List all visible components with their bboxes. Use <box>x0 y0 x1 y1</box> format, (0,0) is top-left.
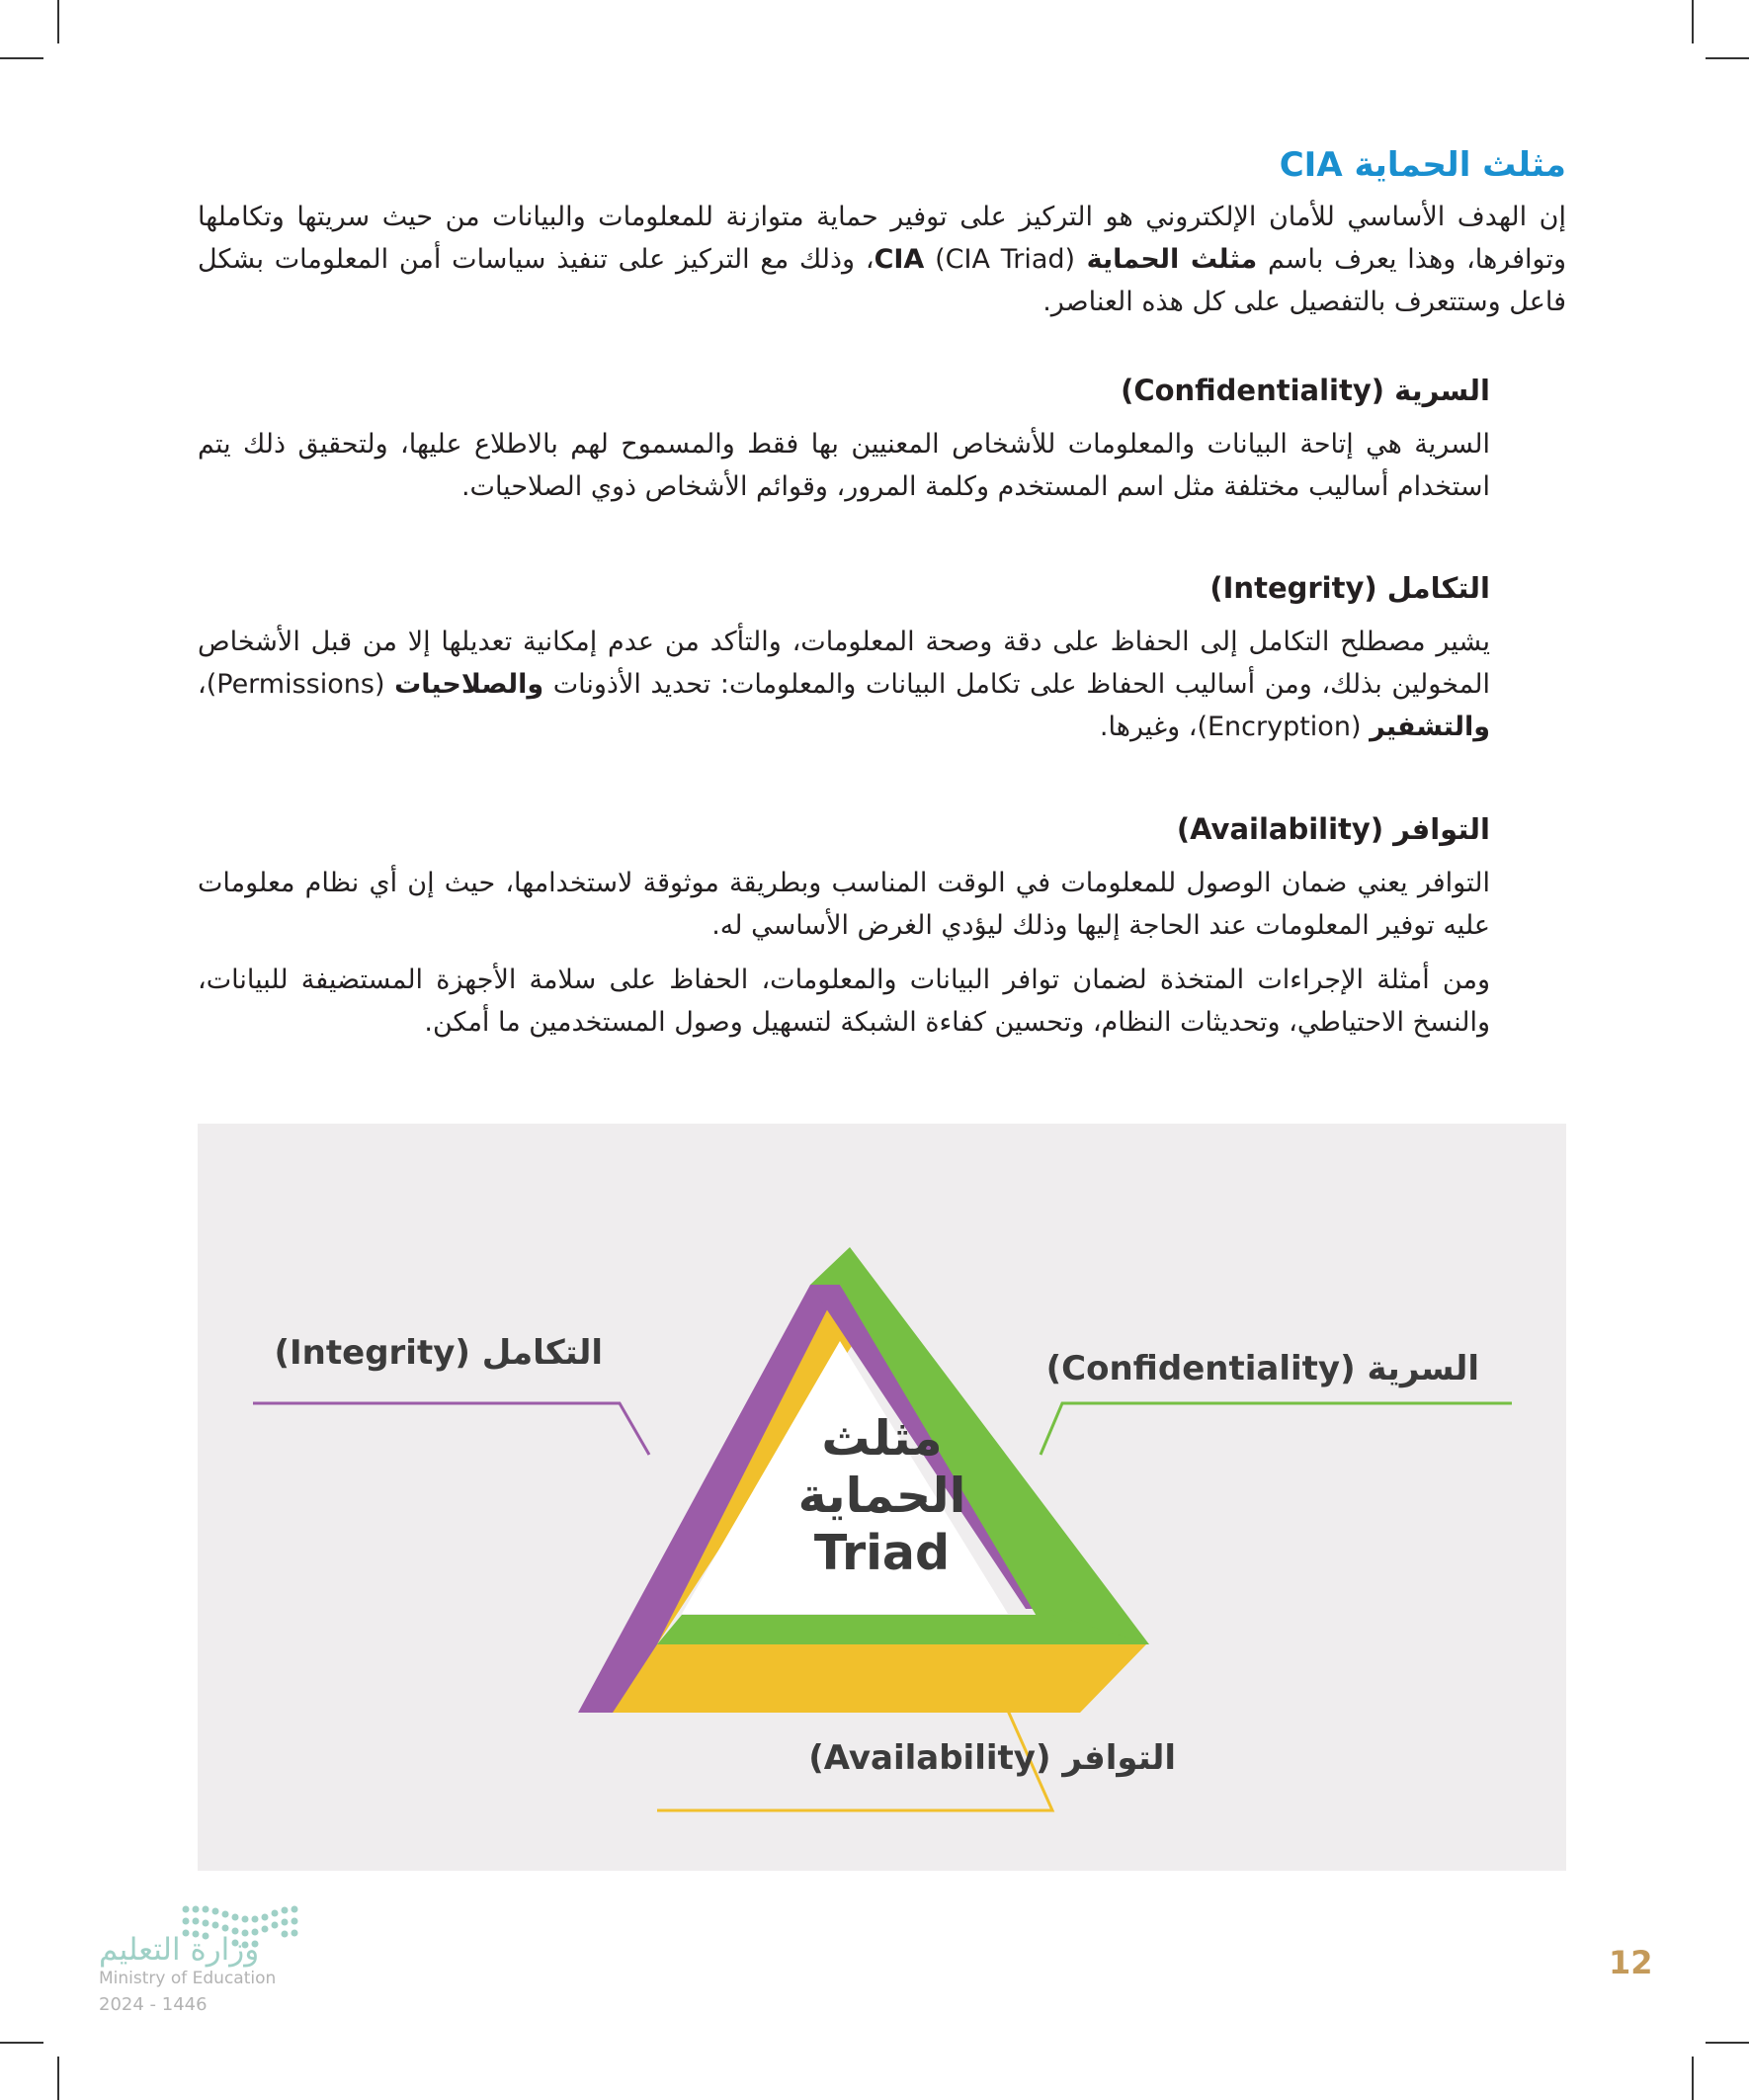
triad-center-label <box>741 1410 1023 1582</box>
center-line-2: الحماية <box>797 1468 966 1524</box>
intro-text-end: (CIA Triad)، وذلك مع التركيز على تنفيذ سياسات أمن المعلومات بشكل فاعل وستتعرف بالتفصيل على كل هذه العناصر. <box>198 244 1566 317</box>
integrity-text-3: (Encryption)، وغيرها. <box>1099 712 1371 742</box>
integrity-section <box>198 621 1490 748</box>
integrity-text-2: (Permissions)، <box>198 669 395 700</box>
crop-mark <box>0 2042 43 2044</box>
page-title: مثلث الحماية CIA <box>1279 145 1566 185</box>
ministry-logo-arabic: وزارة التعليم <box>99 1932 260 1968</box>
crop-mark <box>1692 0 1694 43</box>
confidentiality-section <box>198 423 1490 508</box>
crop-mark <box>57 0 59 43</box>
integrity-label: التكامل (Integrity) <box>274 1333 603 1373</box>
integrity-heading: التكامل (Integrity) <box>1209 571 1490 605</box>
crop-mark <box>1706 57 1749 59</box>
ministry-logo-year: 2024 - 1446 <box>99 1994 208 2015</box>
intro-bold-term: مثلث الحماية CIA <box>874 244 1258 275</box>
crop-mark <box>1706 2042 1749 2044</box>
confidentiality-heading: السرية (Confidentiality) <box>1121 374 1490 407</box>
intro-text: إن الهدف الأساسي للأمان الإلكتروني هو التركيز على توفير حماية متوازنة للمعلومات والبيانات من حيث سريتها وتكاملها وتوافرها، وهذا يعرف باسم <box>198 202 1566 275</box>
integrity-bold-permissions: والصلاحيات <box>394 669 544 700</box>
center-line-3: Triad <box>813 1525 951 1581</box>
cia-triad-diagram <box>198 1124 1566 1871</box>
crop-mark <box>0 57 43 59</box>
availability-body-1: التوافر يعني ضمان الوصول للمعلومات في الوقت المناسب وبطريقة موثوقة لاستخدامها، حيث إن أي نظام معلومات عليه توفير المعلومات عند الحاجة إليها وذلك ليؤدي الغرض الأساسي له. <box>198 868 1490 941</box>
integrity-leader-line <box>253 1403 649 1455</box>
confidentiality-body: السرية هي إتاحة البيانات والمعلومات للأشخاص المعنيين بها فقط والمسموح لهم بالاطلاع عليها، ولتحقيق ذلك يتم استخدام أساليب مختلفة مثل اسم المستخدم وكلمة المرور، وقوائم الأشخاص ذوي الصلاحيات. <box>198 429 1490 502</box>
integrity-text: يشير مصطلح التكامل إلى الحفاظ على دقة وصحة المعلومات، والتأكد من عدم إمكانية تعديلها إلا من قبل الأشخاص المخولين بذلك، ومن أساليب الحفاظ على تكامل البيانات والمعلومات: تحديد الأذونات <box>198 627 1490 700</box>
availability-body-2: ومن أمثلة الإجراءات المتخذة لضمان توافر البيانات والمعلومات، الحفاظ على سلامة الأجهزة المستضيفة للبيانات، والنسخ الاحتياطي، وتحديثات النظام، وتحسين كفاءة الشبكة لتسهيل وصول المستخدمين ما أمكن. <box>198 965 1490 1038</box>
integrity-bold-encryption: والتشفير <box>1370 712 1490 742</box>
availability-section <box>198 862 1490 1044</box>
crop-mark <box>57 2057 59 2100</box>
ministry-logo-english: Ministry of Education <box>99 1969 277 1988</box>
intro-paragraph <box>198 196 1566 323</box>
crop-mark <box>1692 2057 1694 2100</box>
center-line-1: مثلث <box>821 1410 943 1467</box>
availability-label: التوافر (Availability) <box>808 1738 1176 1778</box>
confidentiality-label: السرية (Confidentiality) <box>1045 1349 1479 1388</box>
page-number: 12 <box>1609 1944 1653 1981</box>
yellow-band <box>608 1644 1146 1713</box>
availability-heading: التوافر (Availability) <box>1176 812 1490 846</box>
confidentiality-leader-line <box>1041 1403 1512 1455</box>
